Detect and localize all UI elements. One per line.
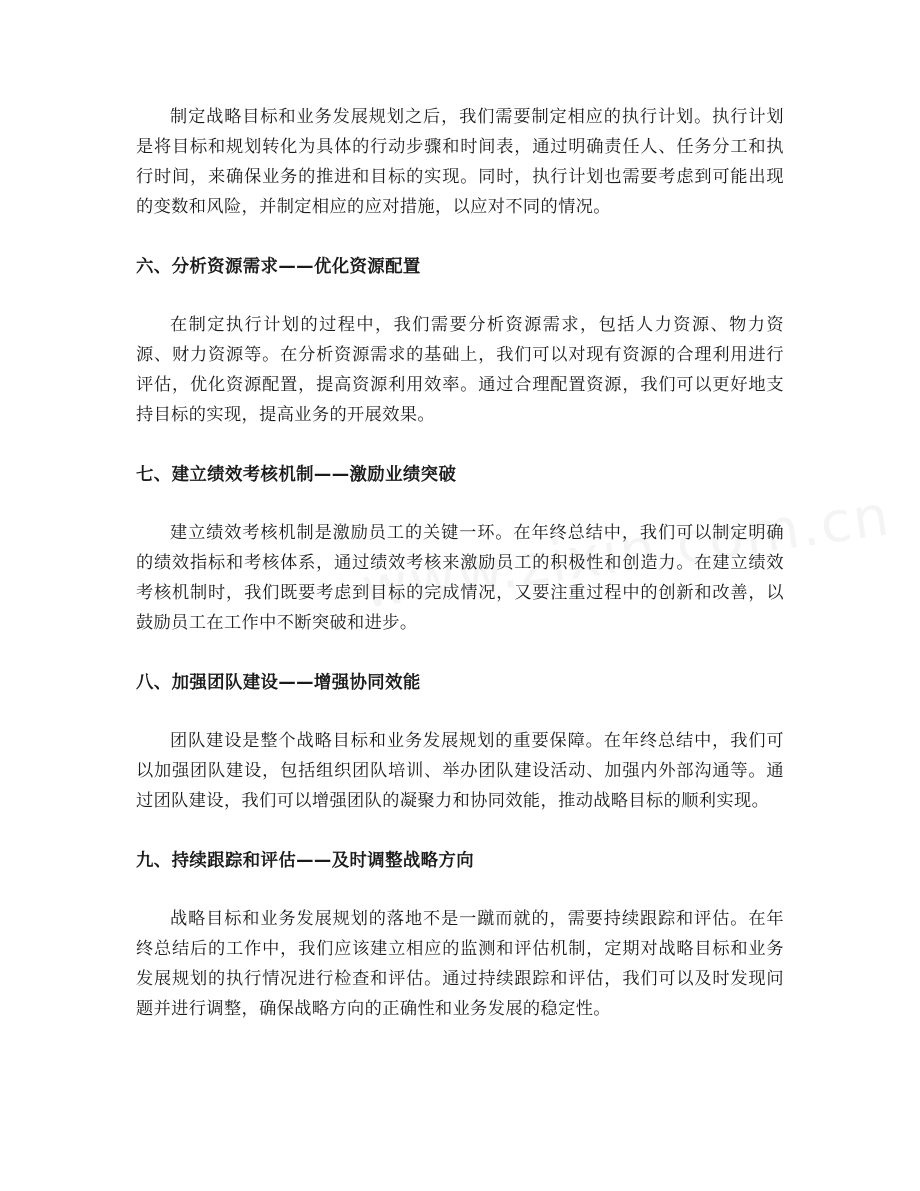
document-body bbox=[136, 102, 784, 1024]
section-heading-7: 七、建立绩效考核机制——激励业绩突破 bbox=[136, 465, 457, 485]
section-paragraph-6: 在制定执行计划的过程中，我们需要分析资源需求，包括人力资源、物力资源、财力资源等。在分析资源需求的基础上，我们可以对现有资源的合理利用进行评估，优化资源配置，提高资源利用效率。通过合理配置资源，我们可以更好地支持目标的实现，提高业务的开展效果。 bbox=[136, 315, 784, 425]
section-heading-9: 九、持续跟踪和评估——及时调整战略方向 bbox=[136, 851, 475, 871]
section-paragraph-7: 建立绩效考核机制是激励员工的关键一环。在年终总结中，我们可以制定明确的绩效指标和考核体系，通过绩效考核来激励员工的积极性和创造力。在建立绩效考核机制时，我们既要考虑到目标的完成情况，又要注重过程中的创新和改善，以鼓励员工在工作中不断突破和进步。 bbox=[136, 523, 784, 633]
section-heading-6: 六、分析资源需求——优化资源配置 bbox=[136, 257, 421, 277]
section-heading-8: 八、加强团队建设——增强协同效能 bbox=[136, 673, 421, 693]
section-paragraph-9: 战略目标和业务发展规划的落地不是一蹴而就的，需要持续跟踪和评估。在年终总结后的工作中，我们应该建立相应的监测和评估机制，定期对战略目标和业务发展规划的执行情况进行检查和评估。通过持续跟踪和评估，我们可以及时发现问题并进行调整，确保战略方向的正确性和业务发展的稳定性。 bbox=[136, 909, 784, 1019]
intro-paragraph: 制定战略目标和业务发展规划之后，我们需要制定相应的执行计划。执行计划是将目标和规划转化为具体的行动步骤和时间表，通过明确责任人、任务分工和执行时间，来确保业务的推进和目标的实现。同时，执行计划也需要考虑到可能出现的变数和风险，并制定相应的应对措施，以应对不同的情况。 bbox=[136, 107, 784, 217]
section-paragraph-8: 团队建设是整个战略目标和业务发展规划的重要保障。在年终总结中，我们可以加强团队建设，包括组织团队培训、举办团队建设活动、加强内外部沟通等。通过团队建设，我们可以增强团队的凝聚力和协同效能，推动战略目标的顺利实现。 bbox=[136, 731, 784, 811]
